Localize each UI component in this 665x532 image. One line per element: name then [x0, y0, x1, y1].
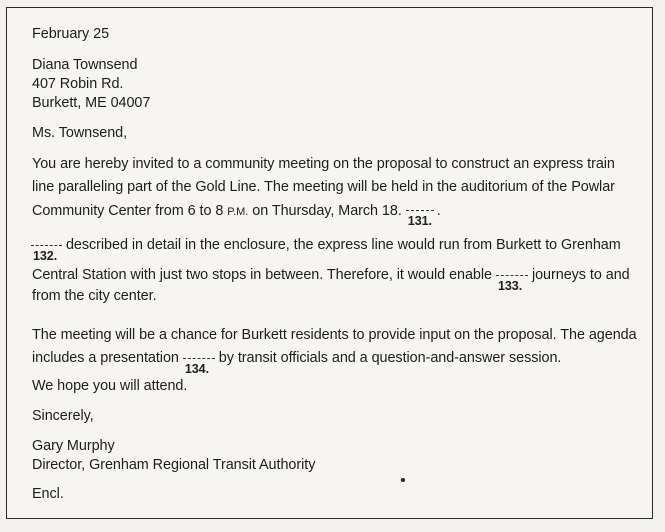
paragraph-2-line-2: [32, 266, 630, 293]
blank-133[interactable]: [496, 275, 528, 293]
question-number-131: 131.: [407, 213, 432, 228]
p2-line2-text-b: journeys to and: [528, 267, 630, 283]
p1-line3-text-b: on Thursday, March 18.: [248, 203, 402, 219]
blank-132[interactable]: [31, 245, 62, 263]
ink-speck: [401, 478, 405, 482]
sign-off: Sincerely,: [32, 408, 94, 424]
paragraph-1-line-3: Community Center from 6 to 8 P.M. on Thursday, March 18. 131. .: [32, 203, 441, 228]
paragraph-3-line-1: The meeting will be a chance for Burkett residents to provide input on the proposal. The agenda: [32, 327, 637, 343]
recipient-city: Burkett, ME 04007: [32, 95, 151, 111]
signer-title: Director, Grenham Regional Transit Authority: [32, 457, 316, 473]
p3-line2-text-a: includes a presentation: [32, 350, 179, 366]
enclosure-note: Encl.: [32, 486, 64, 502]
p2-line1-text: described in detail in the enclosure, the express line would run from Burkett to Grenham: [62, 237, 621, 253]
p2-line2-text-a: Central Station with just two stops in between. Therefore, it would enable: [32, 267, 492, 283]
recipient-name: Diana Townsend: [32, 57, 138, 73]
recipient-street: 407 Robin Rd.: [32, 76, 124, 92]
question-number-133: 133.: [498, 278, 523, 293]
salutation: Ms. Townsend,: [32, 125, 128, 141]
closing-hope: We hope you will attend.: [32, 378, 188, 394]
letter-date: February 25: [32, 26, 110, 42]
paragraph-1-line-1: You are hereby invited to a community meeting on the proposal to construct an express train: [32, 156, 615, 172]
question-number-132: 132.: [33, 248, 58, 263]
signer-name: Gary Murphy: [32, 438, 115, 454]
question-number-134: 134.: [184, 361, 209, 376]
blank-134[interactable]: [183, 358, 215, 376]
blank-131[interactable]: [406, 210, 434, 228]
p1-line3-text-a: Community Center from 6 to 8: [32, 203, 228, 219]
paragraph-2-line-1: [32, 236, 621, 263]
paragraph-3-line-2: [32, 349, 562, 376]
p3-line2-text-b: by transit officials and a question-and-answer session.: [214, 350, 562, 366]
paragraph-2-line-3: from the city center.: [32, 288, 157, 304]
pm-label: P.M.: [227, 206, 249, 218]
paragraph-1-line-2: line paralleling part of the Gold Line. The meeting will be held in the auditorium of the Powlar: [32, 179, 615, 195]
